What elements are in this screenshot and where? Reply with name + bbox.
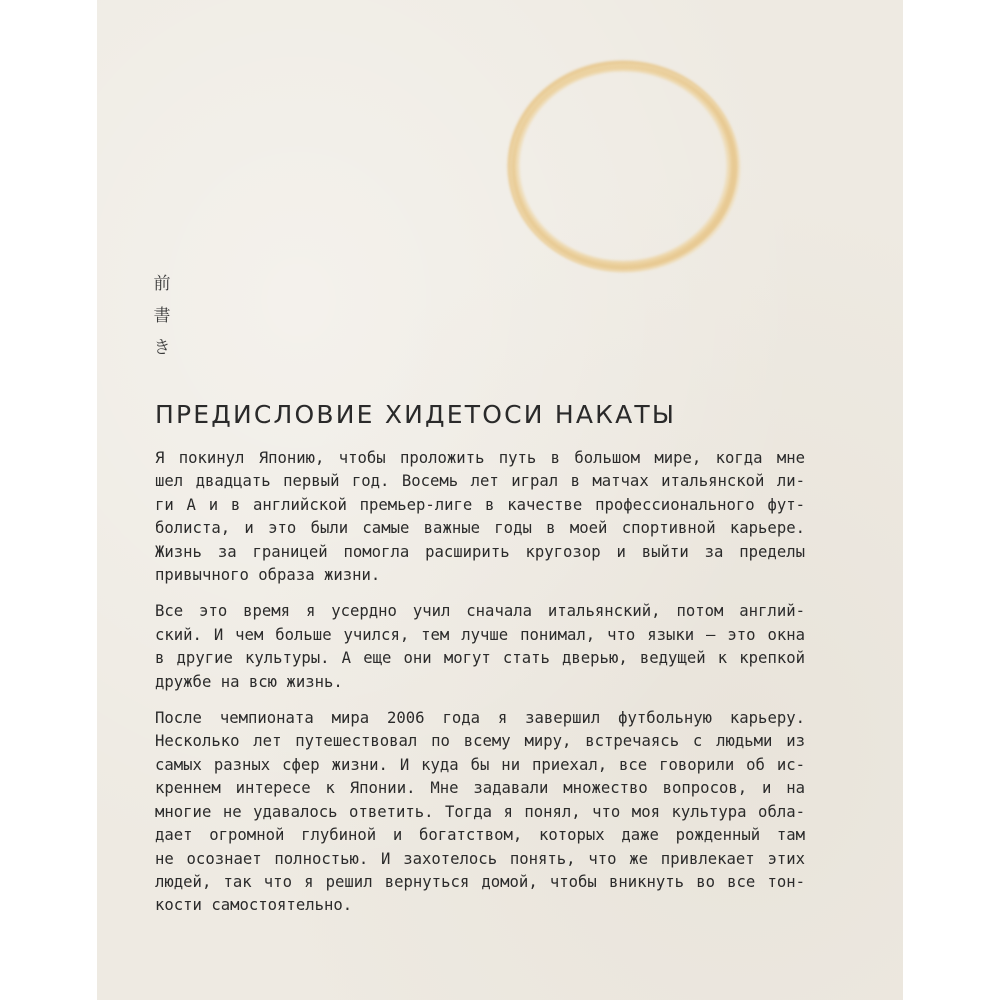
text-line: ский. И чем больше учился, тем лучше понимал, что языки — это окна: [155, 625, 805, 644]
text-line: многие не удавалось ответить. Тогда я понял, что моя культура обла-: [155, 802, 805, 821]
book-page: [97, 0, 903, 1000]
text-line: привычного образа жизни.: [155, 566, 381, 585]
text-line: Жизнь за границей помогла расширить кругозор и выйти за пределы: [155, 542, 805, 561]
text-line: Несколько лет путешествовал по всему миру, встречаясь с людьми из: [155, 732, 805, 751]
paragraph: [155, 447, 805, 587]
paragraph: [155, 707, 805, 918]
text-line: шел двадцать первый год. Восемь лет играл в матчах итальянской ли-: [155, 472, 805, 491]
text-line: людей, так что я решил вернуться домой, чтобы вникнуть во все тон-: [155, 872, 805, 891]
text-line: дает огромной глубиной и богатством, которых даже рожденный там: [155, 826, 805, 845]
text-line: Я покинул Японию, чтобы проложить путь в большом мире, когда мне: [155, 449, 805, 467]
text-line: самых разных сфер жизни. И куда бы ни приехал, все говорили об ис-: [155, 755, 805, 774]
vertical-japanese-title: [147, 268, 177, 364]
text-line: ги А и в английской премьер-лиге в качестве профессионального фут-: [155, 495, 805, 514]
text-line: креннем интересе к Японии. Мне задавали множество вопросов, и на: [155, 779, 805, 798]
body-text: [155, 447, 805, 931]
text-line: Все это время я усердно учил сначала итальянский, потом англий-: [155, 602, 805, 621]
text-line: болиста, и это были самые важные годы в моей спортивной карьере.: [155, 519, 805, 538]
text-line: дружбе на всю жизнь.: [155, 672, 343, 691]
vertical-char: き: [153, 338, 171, 358]
paragraph: [155, 600, 805, 694]
text-line: в другие культуры. А еще они могут стать дверью, ведущей к крепкой: [155, 649, 805, 668]
vertical-char: 前: [153, 274, 171, 294]
text-line: кости самостоятельно.: [155, 896, 353, 915]
page-title: ПРЕДИСЛОВИЕ ХИДЕТОСИ НАКАТЫ: [155, 400, 677, 429]
text-line: не осознает полностью. И захотелось понять, что же привлекает этих: [155, 849, 805, 868]
coffee-ring-stain: [497, 52, 757, 282]
vertical-char: 書: [153, 306, 171, 326]
text-line: После чемпионата мира 2006 года я завершил футбольную карьеру.: [155, 709, 805, 728]
